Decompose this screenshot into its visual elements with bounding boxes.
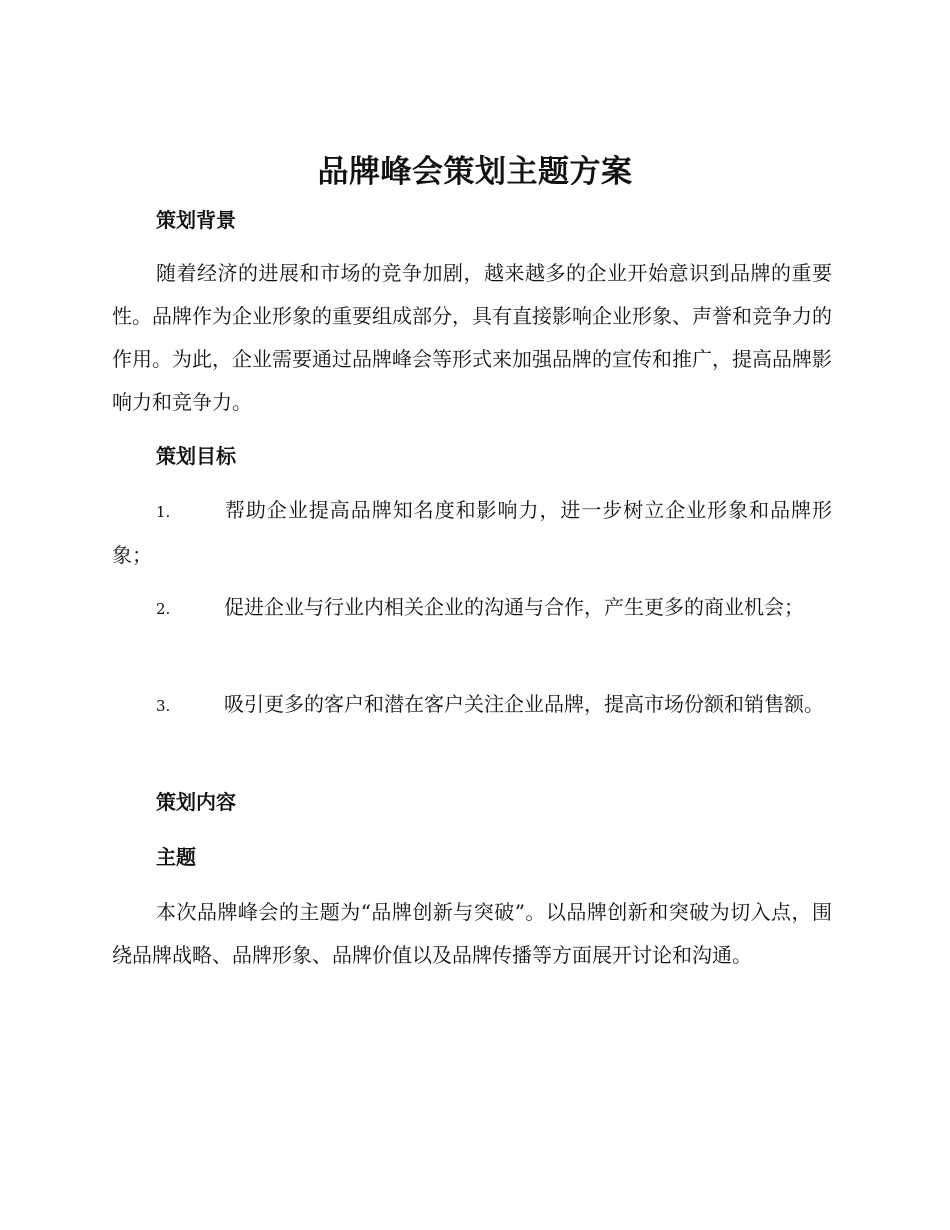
goal-list-text: 吸引更多的客户和潜在客户关注企业品牌，提高市场份额和销售额。 [224,692,824,716]
document-title: 品牌峰会策划主题方案 [317,154,633,190]
content-paragraph: 本次品牌峰会的主题为“品牌创新与突破”。以品牌创新和突破为切入点，围绕品牌战略、品牌形象、品牌价值以及品牌传播等方面展开讨论和沟通。 [112,900,832,967]
goal-list-item-2 [112,586,832,631]
goal-list-number: 1. [156,503,171,521]
goal-list-item-1 [112,489,832,577]
section-heading-background: 策划背景 [156,208,236,232]
goal-list-text: 帮助企业提高品牌知名度和影响力，进一步树立企业形象和品牌形象； [112,498,832,567]
background-paragraph: 随着经济的进展和市场的竞争加剧，越来越多的企业开始意识到品牌的重要性。品牌作为企业形象的重要组成部分，具有直接影响企业形象、声誉和竞争力的作用。为此，企业需要通过品牌峰会等形式来加强品牌的宣传和推广，提高品牌影响力和竞争力。 [112,261,832,414]
subheading-theme: 主题 [156,845,196,869]
section-heading-goals: 策划目标 [156,444,236,468]
goal-list-number: 3. [156,697,171,715]
goal-list-item-3 [112,683,832,728]
goal-list-number: 2. [156,600,171,618]
goal-list-text: 促进企业与行业内相关企业的沟通与合作，产生更多的商业机会； [224,595,804,619]
section-heading-content: 策划内容 [156,790,236,814]
